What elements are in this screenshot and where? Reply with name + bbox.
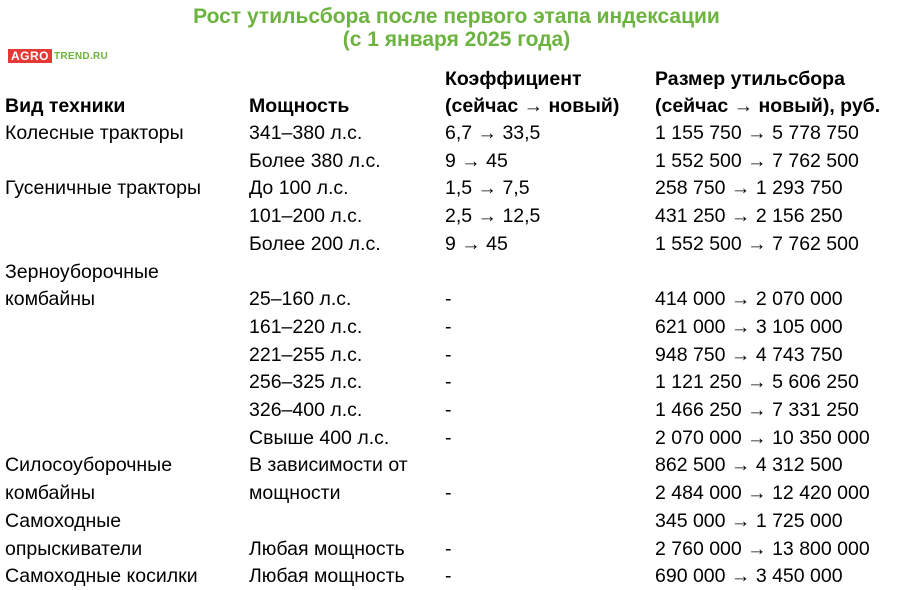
cell-coef: -: [445, 343, 452, 366]
title-line-2: (с 1 января 2025 года): [342, 28, 571, 51]
cell-coef: -: [445, 482, 452, 505]
cell-coef: 9 → 45: [445, 232, 508, 255]
cell-power: 25–160 л.с.: [249, 288, 352, 311]
logo-agro: AGRO: [8, 49, 52, 63]
cell-coef: -: [445, 426, 452, 449]
cell-type: Гусеничные тракторы: [5, 177, 202, 200]
cell-size: 345 000 → 1 725 000: [655, 509, 843, 532]
cell-size: 690 000 → 3 450 000: [655, 565, 843, 588]
cell-size: 414 000 → 2 070 000: [655, 288, 843, 311]
cell-type: Самоходные косилки: [5, 565, 198, 588]
cell-coef: -: [445, 565, 452, 588]
cell-coef: -: [445, 315, 452, 338]
header-size-line2: (сейчас → новый), руб.: [655, 95, 881, 117]
cell-size: 2 070 000 → 10 350 000: [655, 426, 870, 449]
cell-size: 2 484 000 → 12 420 000: [655, 482, 870, 505]
cell-type: Силосоуборочные: [5, 454, 173, 477]
cell-size: 1 466 250 → 7 331 250: [655, 399, 859, 421]
cell-power: Любая мощность: [249, 537, 405, 560]
cell-size: 948 750 → 4 743 750: [655, 343, 843, 366]
header-type: Вид техники: [5, 95, 126, 117]
cell-type: комбайны: [5, 482, 96, 505]
header-size-line1: Размер утильсбора: [655, 68, 845, 90]
cell-power: Любая мощность: [249, 565, 405, 588]
cell-power: В зависимости от: [249, 454, 408, 477]
cell-size: 258 750 → 1 293 750: [655, 177, 843, 200]
cell-coef: -: [445, 399, 452, 421]
header-coef-line2: (сейчас → новый): [445, 95, 620, 117]
cell-type: Колесные тракторы: [5, 122, 184, 144]
cell-size: 862 500 → 4 312 500: [655, 454, 843, 477]
cell-type: комбайны: [5, 288, 96, 311]
header-power: Мощность: [249, 95, 350, 117]
cell-size: 1 121 250 → 5 606 250: [655, 371, 859, 394]
logo-trend: TREND.RU: [54, 50, 109, 62]
cell-coef: 1,5 → 7,5: [445, 177, 530, 200]
cell-coef: 6,7 → 33,5: [445, 122, 541, 144]
cell-coef: -: [445, 537, 452, 560]
cell-coef: -: [445, 288, 452, 311]
page-title: [0, 5, 913, 51]
cell-type: Зерноуборочные: [5, 260, 159, 283]
cell-size: 1 552 500 → 7 762 500: [655, 149, 859, 172]
cell-type: Самоходные: [5, 509, 122, 532]
cell-power: Свыше 400 л.с.: [249, 426, 390, 449]
cell-power: Более 380 л.с.: [249, 149, 381, 172]
cell-coef: 2,5 → 12,5: [445, 205, 541, 228]
cell-power: 326–400 л.с.: [249, 399, 363, 421]
cell-power: 221–255 л.с.: [249, 343, 363, 366]
cell-size: 2 760 000 → 13 800 000: [655, 537, 870, 560]
title-line-1: Рост утильсбора после первого этапа индексации: [193, 5, 720, 28]
cell-power: 341–380 л.с.: [249, 122, 363, 144]
cell-size: 431 250 → 2 156 250: [655, 205, 843, 228]
agrotrend-logo: [8, 48, 108, 64]
cell-power: До 100 л.с.: [249, 177, 349, 200]
cell-coef: 9 → 45: [445, 149, 508, 172]
cell-power: 256–325 л.с.: [249, 371, 363, 394]
cell-type: опрыскиватели: [5, 537, 143, 560]
cell-power: 161–220 л.с.: [249, 315, 363, 338]
header-coef-line1: Коэффициент: [445, 68, 582, 90]
cell-size: 621 000 → 3 105 000: [655, 315, 843, 338]
cell-coef: -: [445, 371, 452, 394]
cell-power: Более 200 л.с.: [249, 232, 381, 255]
cell-power: мощности: [249, 482, 341, 505]
cell-power: 101–200 л.с.: [249, 205, 363, 228]
cell-size: 1 155 750 → 5 778 750: [655, 122, 859, 144]
cell-size: 1 552 500 → 7 762 500: [655, 232, 859, 255]
